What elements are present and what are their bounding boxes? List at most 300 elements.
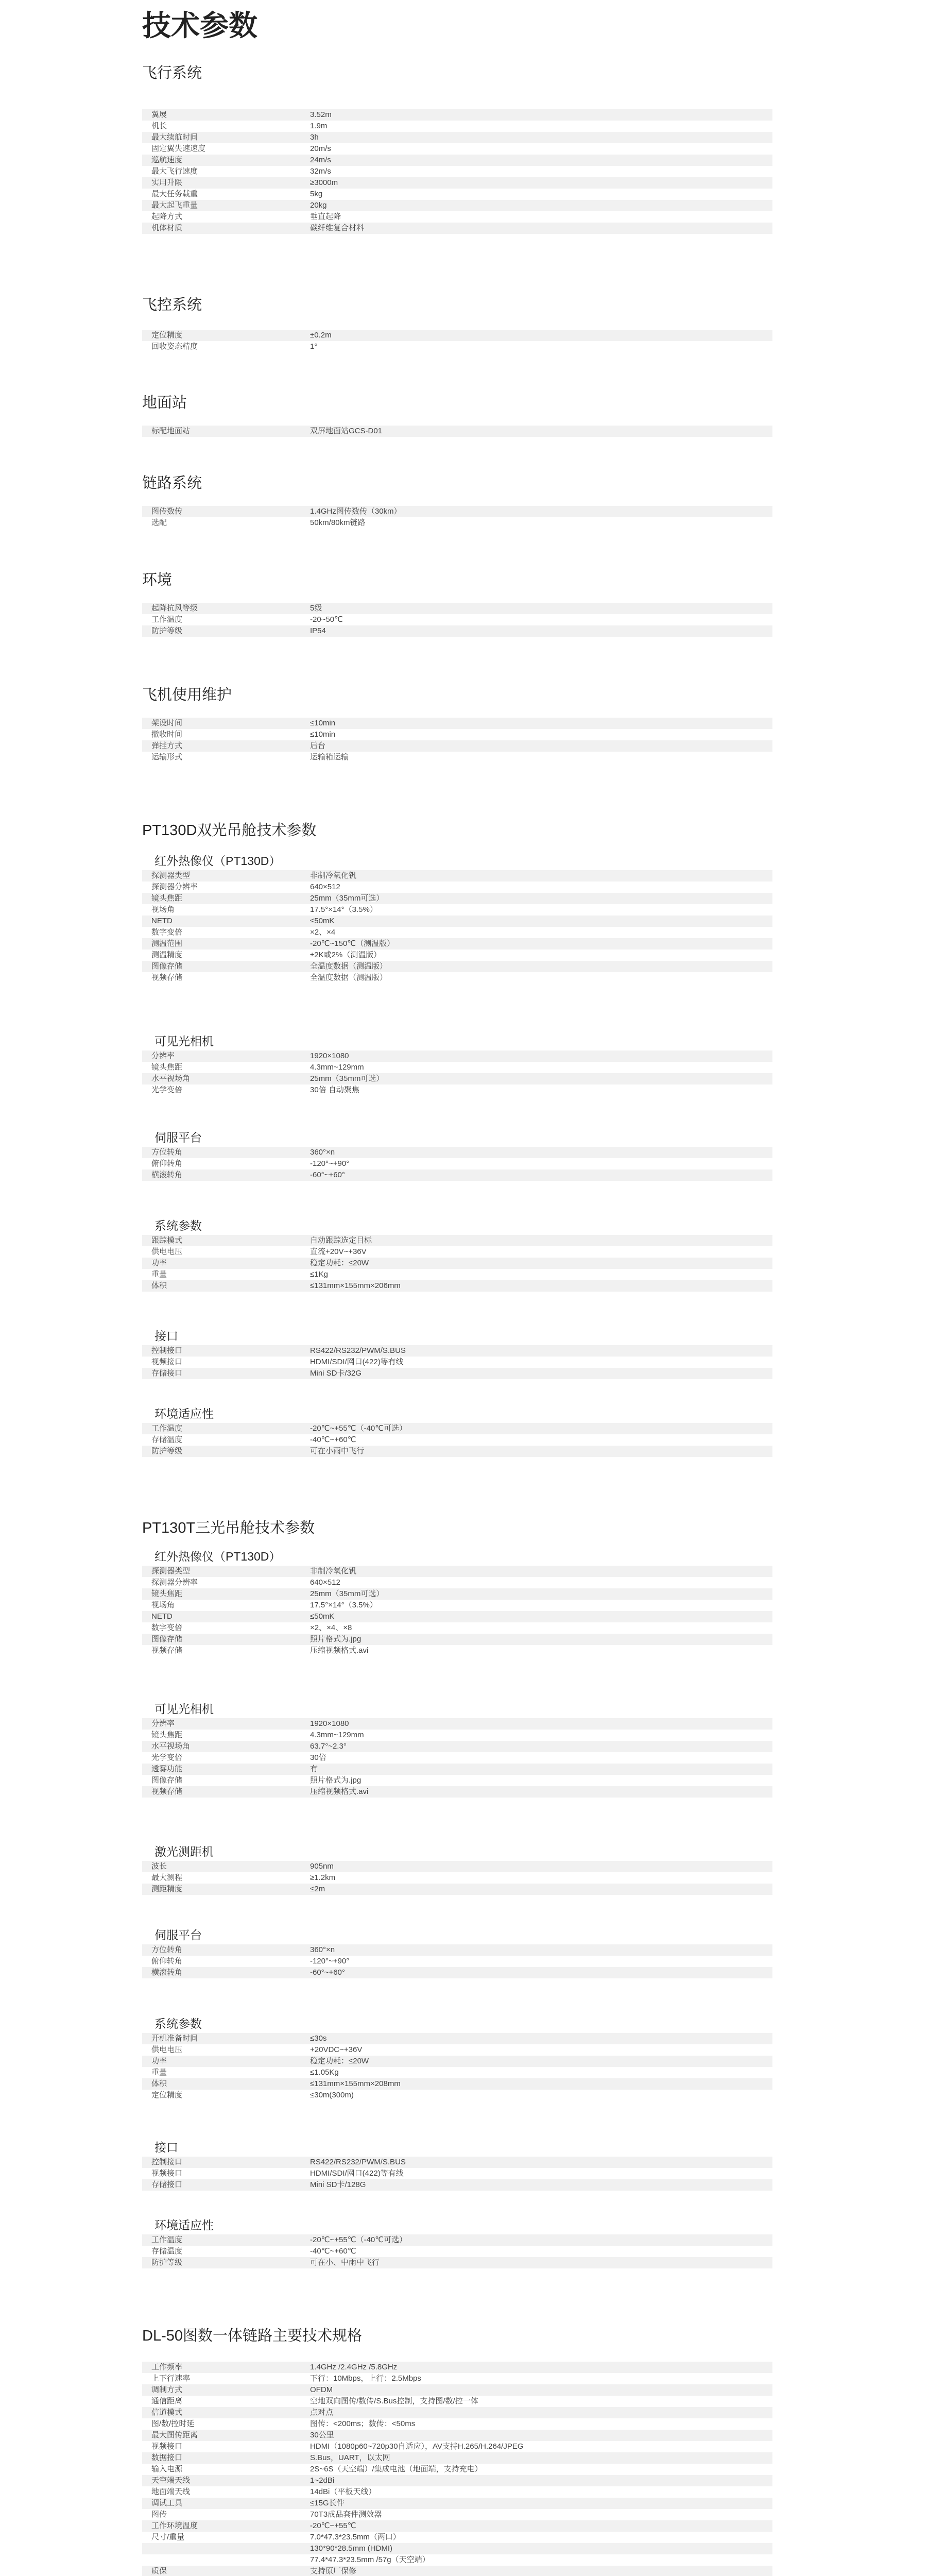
spec-row <box>142 1158 772 1170</box>
subsection-title: 伺服平台 <box>154 1928 202 1942</box>
spec-value: 碳纤维复合材料 <box>310 224 365 232</box>
spec-value: RS422/RS232/PWM/S.BUS <box>310 1346 406 1355</box>
spec-label: 视场角 <box>151 905 175 914</box>
spec-label: 天空端天线 <box>151 2476 191 2485</box>
spec-value: 点对点 <box>310 2408 334 2417</box>
subsection-title: 红外热像仪（PT130D） <box>154 1550 281 1563</box>
spec-value: -40℃~+60℃ <box>310 1435 356 1444</box>
spec-row <box>142 2168 772 2179</box>
spec-row <box>142 2554 772 2566</box>
spec-label: 方位转角 <box>151 1148 183 1157</box>
spec-value: 24m/s <box>310 156 331 164</box>
section-title: PT130D双光吊舱技术参数 <box>142 822 317 839</box>
spec-label: 功率 <box>151 2057 167 2065</box>
spec-label: 最大任务载重 <box>151 190 198 198</box>
spec-label: 最大图传距离 <box>151 2431 198 2439</box>
spec-value: ≤1.05Kg <box>310 2068 339 2077</box>
spec-label: 探测器类型 <box>151 1567 191 1575</box>
spec-label: 镜头焦距 <box>151 1589 183 1598</box>
spec-label: 防护等级 <box>151 1447 183 1455</box>
subsection-title: 可见光相机 <box>154 1702 214 1716</box>
spec-label: 回收姿态精度 <box>151 342 198 351</box>
spec-value: 30倍 <box>310 1753 326 1762</box>
spec-label: 实用升限 <box>151 178 183 187</box>
spec-row <box>142 1170 772 1181</box>
spec-value: 4.3mm~129mm <box>310 1731 364 1739</box>
spec-row <box>142 1147 772 1158</box>
spec-value: -20~50℃ <box>310 615 343 624</box>
spec-row <box>142 1345 772 1357</box>
spec-row <box>142 2566 772 2576</box>
spec-row <box>142 1050 772 1062</box>
spec-label: 横滚转角 <box>151 1968 183 1977</box>
spec-label: 工作温度 <box>151 1424 183 1433</box>
spec-label: 图传 <box>151 2510 167 2519</box>
spec-value: 空地双向图传/数传/S.Bus控制，支持图/数/控一体 <box>310 2397 478 2405</box>
spec-value: ≤30m(300m) <box>310 2091 354 2099</box>
spec-label: 机长 <box>151 122 167 130</box>
spec-value: 70T3成品套件测效器 <box>310 2510 382 2519</box>
spec-row <box>142 1588 772 1600</box>
spec-row <box>142 1872 772 1884</box>
spec-row <box>142 972 772 984</box>
spec-label: 探测器分辨率 <box>151 1578 198 1587</box>
spec-row <box>142 2157 772 2168</box>
spec-value: 30公里 <box>310 2431 334 2439</box>
spec-row <box>142 603 772 614</box>
spec-row <box>142 1944 772 1956</box>
spec-row <box>142 882 772 893</box>
spec-row <box>142 2475 772 2486</box>
spec-row <box>142 2407 772 2418</box>
spec-label: 横滚转角 <box>151 1171 183 1179</box>
spec-value: 全温度数据（测温版） <box>310 973 388 982</box>
spec-value: ×2、×4 <box>310 928 336 937</box>
spec-row <box>142 2373 772 2384</box>
spec-label: 控制接口 <box>151 1346 183 1355</box>
spec-label: 光学变倍 <box>151 1086 183 1094</box>
spec-row <box>142 2532 772 2543</box>
spec-label: NETD <box>151 1612 173 1621</box>
spec-value: 1920×1080 <box>310 1052 349 1060</box>
spec-label: 供电电压 <box>151 1247 183 1256</box>
spec-value: 5kg <box>310 190 323 198</box>
spec-label: 工作环境温度 <box>151 2521 198 2530</box>
spec-value: 20kg <box>310 201 327 210</box>
subsection-title: 激光测距机 <box>154 1845 214 1858</box>
spec-value: 77.4*47.3*23.5mm /57g（天空端） <box>310 2555 430 2564</box>
spec-value: 905nm <box>310 1862 334 1871</box>
spec-row <box>142 223 772 234</box>
section-title: PT130T三光吊舱技术参数 <box>142 1520 315 1536</box>
spec-label: 定位精度 <box>151 331 183 340</box>
spec-value: ≤10min <box>310 730 336 739</box>
spec-value: 照片格式为.jpg <box>310 1635 362 1643</box>
spec-label: 视场角 <box>151 1601 175 1609</box>
spec-row <box>142 2362 772 2373</box>
spec-value: 下行：10Mbps，上行：2.5Mbps <box>310 2374 421 2383</box>
spec-value: 直流+20V~+36V <box>310 1247 367 1256</box>
spec-label: 测距精度 <box>151 1885 183 1893</box>
spec-value: 稳定功耗：≤20W <box>310 2057 369 2065</box>
spec-value: ≤50mK <box>310 917 335 925</box>
spec-row <box>142 1280 772 1292</box>
spec-row <box>142 2234 772 2246</box>
spec-label: 质保 <box>151 2567 167 2575</box>
spec-row <box>142 1434 772 1446</box>
spec-value: HDMI/SDI/网口(422)等有线 <box>310 2169 404 2178</box>
spec-row <box>142 1611 772 1622</box>
spec-label: 上下行速率 <box>151 2374 191 2383</box>
section-title: 飞行系统 <box>142 65 202 81</box>
spec-row <box>142 1622 772 1634</box>
spec-row <box>142 1645 772 1656</box>
spec-label: 镜头焦距 <box>151 894 183 903</box>
spec-value: 640×512 <box>310 883 340 891</box>
subsection-title: 系统参数 <box>154 1219 202 1232</box>
spec-label: 定位精度 <box>151 2091 183 2099</box>
subsection-title: 环境适应性 <box>154 1407 214 1420</box>
spec-row <box>142 517 772 529</box>
spec-label: 调试工具 <box>151 2499 183 2507</box>
spec-label: 架设时间 <box>151 719 183 727</box>
spec-value: 360°×n <box>310 1148 335 1157</box>
spec-label: 选配 <box>151 518 167 527</box>
spec-label: 探测器类型 <box>151 871 191 880</box>
spec-value: 有 <box>310 1765 318 1773</box>
spec-row <box>142 2044 772 2056</box>
spec-value: 20m/s <box>310 144 331 153</box>
spec-label: 视频存储 <box>151 1646 183 1655</box>
spec-label: 存储接口 <box>151 1369 183 1378</box>
spec-label: 方位转角 <box>151 1945 183 1954</box>
spec-row <box>142 1235 772 1246</box>
spec-label: 最大飞行速度 <box>151 167 198 176</box>
spec-row <box>142 1634 772 1645</box>
spec-label: 视频存储 <box>151 973 183 982</box>
spec-value: 全温度数据（测温版） <box>310 962 388 971</box>
spec-label: 水平视场角 <box>151 1074 191 1083</box>
spec-label: 弹挂方式 <box>151 741 183 750</box>
spec-value: 1.9m <box>310 122 328 130</box>
spec-row <box>142 132 772 143</box>
spec-row <box>142 950 772 961</box>
subsection-title: 伺服平台 <box>154 1131 202 1144</box>
spec-value: 640×512 <box>310 1578 340 1587</box>
spec-value: Mini SD卡/128G <box>310 2180 366 2189</box>
spec-row <box>142 341 772 352</box>
spec-label: 重量 <box>151 1270 167 1279</box>
spec-label: 工作温度 <box>151 615 183 624</box>
spec-row <box>142 927 772 938</box>
spec-label: 测温范围 <box>151 939 183 948</box>
spec-row <box>142 1752 772 1764</box>
spec-row <box>142 506 772 517</box>
spec-label: 翼展 <box>151 110 167 119</box>
spec-row <box>142 1786 772 1798</box>
spec-row <box>142 1730 772 1741</box>
spec-value: OFDM <box>310 2385 333 2394</box>
spec-row <box>142 2430 772 2441</box>
section-title: 链路系统 <box>142 475 202 492</box>
spec-row <box>142 2498 772 2509</box>
spec-value: ≤131mm×155mm×208mm <box>310 2079 401 2088</box>
spec-label: 存储接口 <box>151 2180 183 2189</box>
spec-row <box>142 1600 772 1611</box>
spec-value: -120°~+90° <box>310 1957 350 1965</box>
spec-value: -120°~+90° <box>310 1159 350 1168</box>
spec-value: 运输箱运输 <box>310 753 349 761</box>
spec-value: 支持原厂保修 <box>310 2567 357 2575</box>
spec-value: 17.5°×14°（3.5%） <box>310 905 377 914</box>
spec-value: IP54 <box>310 626 326 635</box>
spec-row <box>142 177 772 189</box>
spec-row <box>142 2090 772 2101</box>
spec-label: 调制方式 <box>151 2385 183 2394</box>
spec-row <box>142 2056 772 2067</box>
spec-row <box>142 938 772 950</box>
spec-row <box>142 1861 772 1872</box>
subsection-title: 接口 <box>154 1329 178 1343</box>
spec-value: 7.0*47.3*23.5mm（两口） <box>310 2533 401 2541</box>
spec-value: 130*90*28.5mm (HDMI) <box>310 2544 393 2553</box>
spec-value: 非制冷氧化钒 <box>310 1567 357 1575</box>
spec-row <box>142 189 772 200</box>
spec-label: 视频接口 <box>151 2169 183 2178</box>
spec-row <box>142 211 772 223</box>
spec-label: 分辨率 <box>151 1719 175 1728</box>
spec-value: 图传：<200ms；数传：<50ms <box>310 2419 416 2428</box>
section-title: 飞机使用维护 <box>142 687 232 703</box>
spec-row <box>142 2441 772 2452</box>
spec-label: NETD <box>151 917 173 925</box>
spec-label: 供电电压 <box>151 2045 183 2054</box>
spec-label: 起降方式 <box>151 212 183 221</box>
spec-row <box>142 2486 772 2498</box>
spec-row <box>142 1269 772 1280</box>
spec-label: 控制接口 <box>151 2158 183 2166</box>
spec-row <box>142 1775 772 1786</box>
spec-row <box>142 1258 772 1269</box>
spec-row <box>142 1084 772 1096</box>
spec-label: 最大测程 <box>151 1873 183 1882</box>
spec-row <box>142 155 772 166</box>
spec-row <box>142 2543 772 2554</box>
spec-row <box>142 1956 772 1967</box>
spec-row <box>142 2067 772 2078</box>
spec-label: 测温精度 <box>151 951 183 959</box>
spec-label: 信道模式 <box>151 2408 183 2417</box>
spec-label: 视频接口 <box>151 1358 183 1366</box>
spec-row <box>142 143 772 155</box>
spec-label: 固定翼失速速度 <box>151 144 206 153</box>
spec-value: ±0.2m <box>310 331 332 340</box>
spec-label: 通信距离 <box>151 2397 183 2405</box>
spec-label: 地面端天线 <box>151 2487 191 2496</box>
spec-label: 数字变倍 <box>151 1623 183 1632</box>
spec-value: +20VDC~+36V <box>310 2045 363 2054</box>
spec-value: 17.5°×14°（3.5%） <box>310 1601 377 1609</box>
spec-label: 体积 <box>151 1281 167 1290</box>
spec-row <box>142 904 772 916</box>
spec-value: 4.3mm~129mm <box>310 1063 364 1072</box>
spec-row <box>142 2509 772 2520</box>
spec-label: 图传数传 <box>151 507 183 516</box>
spec-label: 俯仰转角 <box>151 1957 183 1965</box>
spec-row <box>142 614 772 625</box>
spec-value: 1920×1080 <box>310 1719 349 1728</box>
spec-label: 运输形式 <box>151 753 183 761</box>
spec-row <box>142 1073 772 1084</box>
spec-label: 起降抗风等级 <box>151 604 198 613</box>
spec-value: 3h <box>310 133 319 142</box>
spec-row <box>142 166 772 177</box>
spec-label: 水平视场角 <box>151 1742 191 1751</box>
spec-label: 开机准备时间 <box>151 2034 198 2043</box>
spec-label: 标配地面站 <box>151 427 191 435</box>
spec-row <box>142 2418 772 2430</box>
spec-value: ≥1.2km <box>310 1873 336 1882</box>
spec-label: 探测器分辨率 <box>151 883 198 891</box>
spec-value: -60°~+60° <box>310 1171 345 1179</box>
spec-value: 14dBi（平板天线） <box>310 2487 376 2496</box>
spec-value: 可在小雨中飞行 <box>310 1447 365 1455</box>
spec-label: 图/数/控时延 <box>151 2419 195 2428</box>
section-title: 飞控系统 <box>142 297 202 313</box>
spec-label: 透雾功能 <box>151 1765 183 1773</box>
spec-value: HDMI/SDI/网口(422)等有线 <box>310 1358 404 1366</box>
spec-value: ±2K或2%（测温版） <box>310 951 382 959</box>
spec-label: 图像存储 <box>151 1635 183 1643</box>
spec-label: 工作频率 <box>151 2363 183 2371</box>
spec-label: 俯仰转角 <box>151 1159 183 1168</box>
spec-value: 压缩视频格式.avi <box>310 1787 369 1796</box>
spec-row <box>142 1357 772 1368</box>
spec-value: 25mm（35mm可选） <box>310 1074 384 1083</box>
spec-row <box>142 893 772 904</box>
spec-value: ≤50mK <box>310 1612 335 1621</box>
spec-label: 撤收时间 <box>151 730 183 739</box>
spec-label: 镜头焦距 <box>151 1731 183 1739</box>
spec-row <box>142 2246 772 2257</box>
spec-value: RS422/RS232/PWM/S.BUS <box>310 2158 406 2166</box>
spec-row <box>142 1368 772 1379</box>
spec-label: 输入电源 <box>151 2465 183 2473</box>
spec-value: -60°~+60° <box>310 1968 345 1977</box>
spec-label: 光学变倍 <box>151 1753 183 1762</box>
spec-label: 数据接口 <box>151 2453 183 2462</box>
spec-value: 25mm（35mm可选） <box>310 894 384 903</box>
spec-row <box>142 729 772 740</box>
spec-label: 工作温度 <box>151 2235 183 2244</box>
spec-value: -20℃~150℃（测温版） <box>310 939 395 948</box>
section-title: 环境 <box>142 572 173 588</box>
spec-label: 最大续航时间 <box>151 133 198 142</box>
spec-row <box>142 1423 772 1434</box>
spec-value: 360°×n <box>310 1945 335 1954</box>
spec-value: 25mm（35mm可选） <box>310 1589 384 1598</box>
spec-value: ×2、×4、×8 <box>310 1623 352 1632</box>
spec-value: Mini SD卡/32G <box>310 1369 362 1378</box>
spec-row <box>142 1566 772 1577</box>
page-title: 技术参数 <box>142 9 257 42</box>
spec-row <box>142 200 772 211</box>
spec-value: 垂直起降 <box>310 212 341 221</box>
spec-row <box>142 2078 772 2090</box>
spec-label: 分辨率 <box>151 1052 175 1060</box>
spec-value: ≤15G长件 <box>310 2499 345 2507</box>
spec-value: 后台 <box>310 741 326 750</box>
spec-row <box>142 1741 772 1752</box>
spec-label: 图像存储 <box>151 962 183 971</box>
spec-row <box>142 916 772 927</box>
spec-row <box>142 2179 772 2191</box>
spec-row <box>142 2384 772 2396</box>
spec-label: 镜头焦距 <box>151 1063 183 1072</box>
spec-label: 跟踪模式 <box>151 1236 183 1245</box>
spec-row <box>142 121 772 132</box>
spec-label: 存储温度 <box>151 2247 183 2256</box>
spec-value: 稳定功耗：≤20W <box>310 1259 369 1267</box>
spec-value: ≤131mm×155mm×206mm <box>310 1281 401 1290</box>
spec-row <box>142 2520 772 2532</box>
spec-row <box>142 1577 772 1588</box>
spec-value: 非制冷氧化钒 <box>310 871 357 880</box>
spec-value: ≤2m <box>310 1885 325 1893</box>
spec-value: -20℃~+55℃ <box>310 2521 356 2530</box>
spec-row <box>142 109 772 121</box>
spec-label: 最大起飞重量 <box>151 201 198 210</box>
spec-row <box>142 1446 772 1457</box>
subsection-title: 接口 <box>154 2141 178 2154</box>
spec-label: 防护等级 <box>151 626 183 635</box>
spec-label: 机体材质 <box>151 224 183 232</box>
spec-row <box>142 870 772 882</box>
spec-row <box>142 752 772 763</box>
subsection-title: 红外热像仪（PT130D） <box>154 854 281 868</box>
spec-value: 32m/s <box>310 167 331 176</box>
spec-value: -20℃~+55℃（-40℃可选） <box>310 2235 407 2244</box>
spec-value: 1.4GHz /2.4GHz /5.8GHz <box>310 2363 398 2371</box>
spec-value: 压缩视频格式.avi <box>310 1646 369 1655</box>
spec-row <box>142 1884 772 1895</box>
spec-label: 防护等级 <box>151 2258 183 2267</box>
spec-row <box>142 1967 772 1978</box>
spec-row <box>142 718 772 729</box>
spec-row <box>142 2464 772 2475</box>
spec-row <box>142 740 772 752</box>
spec-value: S.Bus，UART，以太网 <box>310 2453 390 2462</box>
spec-value: HDMI（1080p60~720p30自适应），AV支持H.265/H.264/JPEG <box>310 2442 524 2451</box>
spec-value: 双屏地面站GCS-D01 <box>310 427 383 435</box>
spec-row <box>142 1246 772 1258</box>
spec-value: -40℃~+60℃ <box>310 2247 356 2256</box>
spec-value: 63.7°~2.3° <box>310 1742 347 1751</box>
subsection-title: 环境适应性 <box>154 2218 214 2232</box>
spec-label: 视频接口 <box>151 2442 183 2451</box>
spec-row <box>142 1718 772 1730</box>
spec-label: 图像存储 <box>151 1776 183 1785</box>
spec-row <box>142 1062 772 1073</box>
spec-value: 30倍 自动聚焦 <box>310 1086 359 1094</box>
spec-label: 尺寸/重量 <box>151 2533 185 2541</box>
spec-label: 波长 <box>151 1862 167 1871</box>
spec-value: 1° <box>310 342 318 351</box>
spec-label: 存储温度 <box>151 1435 183 1444</box>
spec-label: 数字变倍 <box>151 928 183 937</box>
spec-row <box>142 2396 772 2407</box>
spec-value: 照片格式为.jpg <box>310 1776 362 1785</box>
